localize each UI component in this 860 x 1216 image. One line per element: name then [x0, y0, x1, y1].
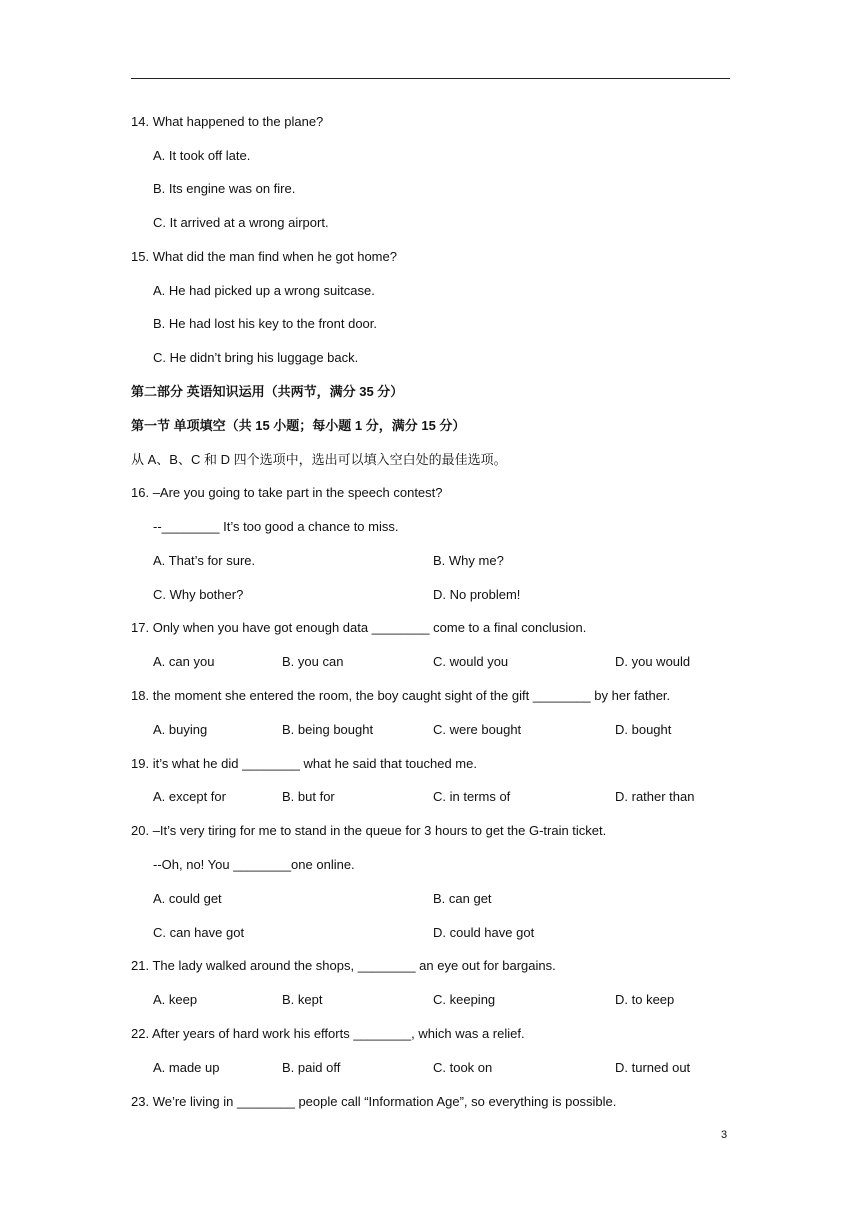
- question-16-option-d: D. No problem!: [433, 587, 521, 602]
- question-17-option-b: B. you can: [282, 654, 344, 669]
- question-14-option-b: B. Its engine was on fire.: [153, 181, 296, 196]
- question-17-option-c: C. would you: [433, 654, 509, 669]
- question-23-stem: 23. We’re living in ________ people call “Information Age”, so everything is possible.: [131, 1094, 617, 1109]
- question-18-stem: 18. the moment she entered the room, the boy caught sight of the gift ________ by her father.: [131, 688, 671, 703]
- question-14-option-a: A. It took off late.: [153, 148, 251, 163]
- question-21-option-c: C. keeping: [433, 992, 496, 1007]
- question-16-reply: --________ It’s too good a chance to miss.: [153, 519, 399, 534]
- question-20-option-c: C. can have got: [153, 925, 245, 940]
- question-22-option-a: A. made up: [153, 1060, 220, 1075]
- question-17-option-d: D. you would: [615, 654, 691, 669]
- question-21-option-a: A. keep: [153, 992, 198, 1007]
- question-22-option-d: D. turned out: [615, 1060, 691, 1075]
- question-21-stem: 21. The lady walked around the shops, ________ an eye out for bargains.: [131, 958, 556, 973]
- question-19-option-c: C. in terms of: [433, 789, 511, 804]
- section1-title: 第一节 单项填空（共 15 小题；每小题 1 分，满分 15 分）: [131, 418, 466, 433]
- page-number: 3: [721, 1129, 728, 1141]
- question-16-option-c: C. Why bother?: [153, 587, 244, 602]
- question-17-stem: 17. Only when you have got enough data ________ come to a final conclusion.: [131, 620, 587, 635]
- question-17-option-a: A. can you: [153, 654, 215, 669]
- question-15-option-a: A. He had picked up a wrong suitcase.: [153, 283, 375, 298]
- question-19-option-b: B. but for: [282, 789, 335, 804]
- question-16-option-b: B. Why me?: [433, 553, 504, 568]
- question-15-stem: 15. What did the man find when he got home?: [131, 249, 397, 264]
- question-22-stem: 22. After years of hard work his efforts ________, which was a relief.: [131, 1026, 525, 1041]
- question-18-option-a: A. buying: [153, 722, 208, 737]
- question-14-option-c: C. It arrived at a wrong airport.: [153, 215, 329, 230]
- question-15-option-b: B. He had lost his key to the front door.: [153, 316, 378, 331]
- question-19-stem: 19. it’s what he did ________ what he said that touched me.: [131, 756, 477, 771]
- question-18-option-c: C. were bought: [433, 722, 522, 737]
- question-20-reply: --Oh, no! You ________one online.: [153, 857, 355, 872]
- question-14-stem: 14. What happened to the plane?: [131, 114, 324, 129]
- question-22-option-b: B. paid off: [282, 1060, 341, 1075]
- question-21-option-d: D. to keep: [615, 992, 675, 1007]
- question-19-option-d: D. rather than: [615, 789, 695, 804]
- question-18-option-d: D. bought: [615, 722, 672, 737]
- question-19-option-a: A. except for: [153, 789, 226, 804]
- header-rule: [131, 78, 730, 79]
- question-16-option-a: A. That’s for sure.: [153, 553, 256, 568]
- question-20-option-b: B. can get: [433, 891, 492, 906]
- question-18-option-b: B. being bought: [282, 722, 374, 737]
- part2-title: 第二部分 英语知识运用（共两节，满分 35 分）: [131, 384, 404, 399]
- question-20-option-d: D. could have got: [433, 925, 535, 940]
- question-16-stem: 16. –Are you going to take part in the speech contest?: [131, 485, 443, 500]
- question-21-option-b: B. kept: [282, 992, 323, 1007]
- question-20-option-a: A. could get: [153, 891, 222, 906]
- instructions: 从 A、B、C 和 D 四个选项中，选出可以填入空白处的最佳选项。: [131, 452, 507, 467]
- question-22-option-c: C. took on: [433, 1060, 493, 1075]
- question-20-stem: 20. –It’s very tiring for me to stand in the queue for 3 hours to get the G-train ticket.: [131, 823, 607, 838]
- question-15-option-c: C. He didn’t bring his luggage back.: [153, 350, 359, 365]
